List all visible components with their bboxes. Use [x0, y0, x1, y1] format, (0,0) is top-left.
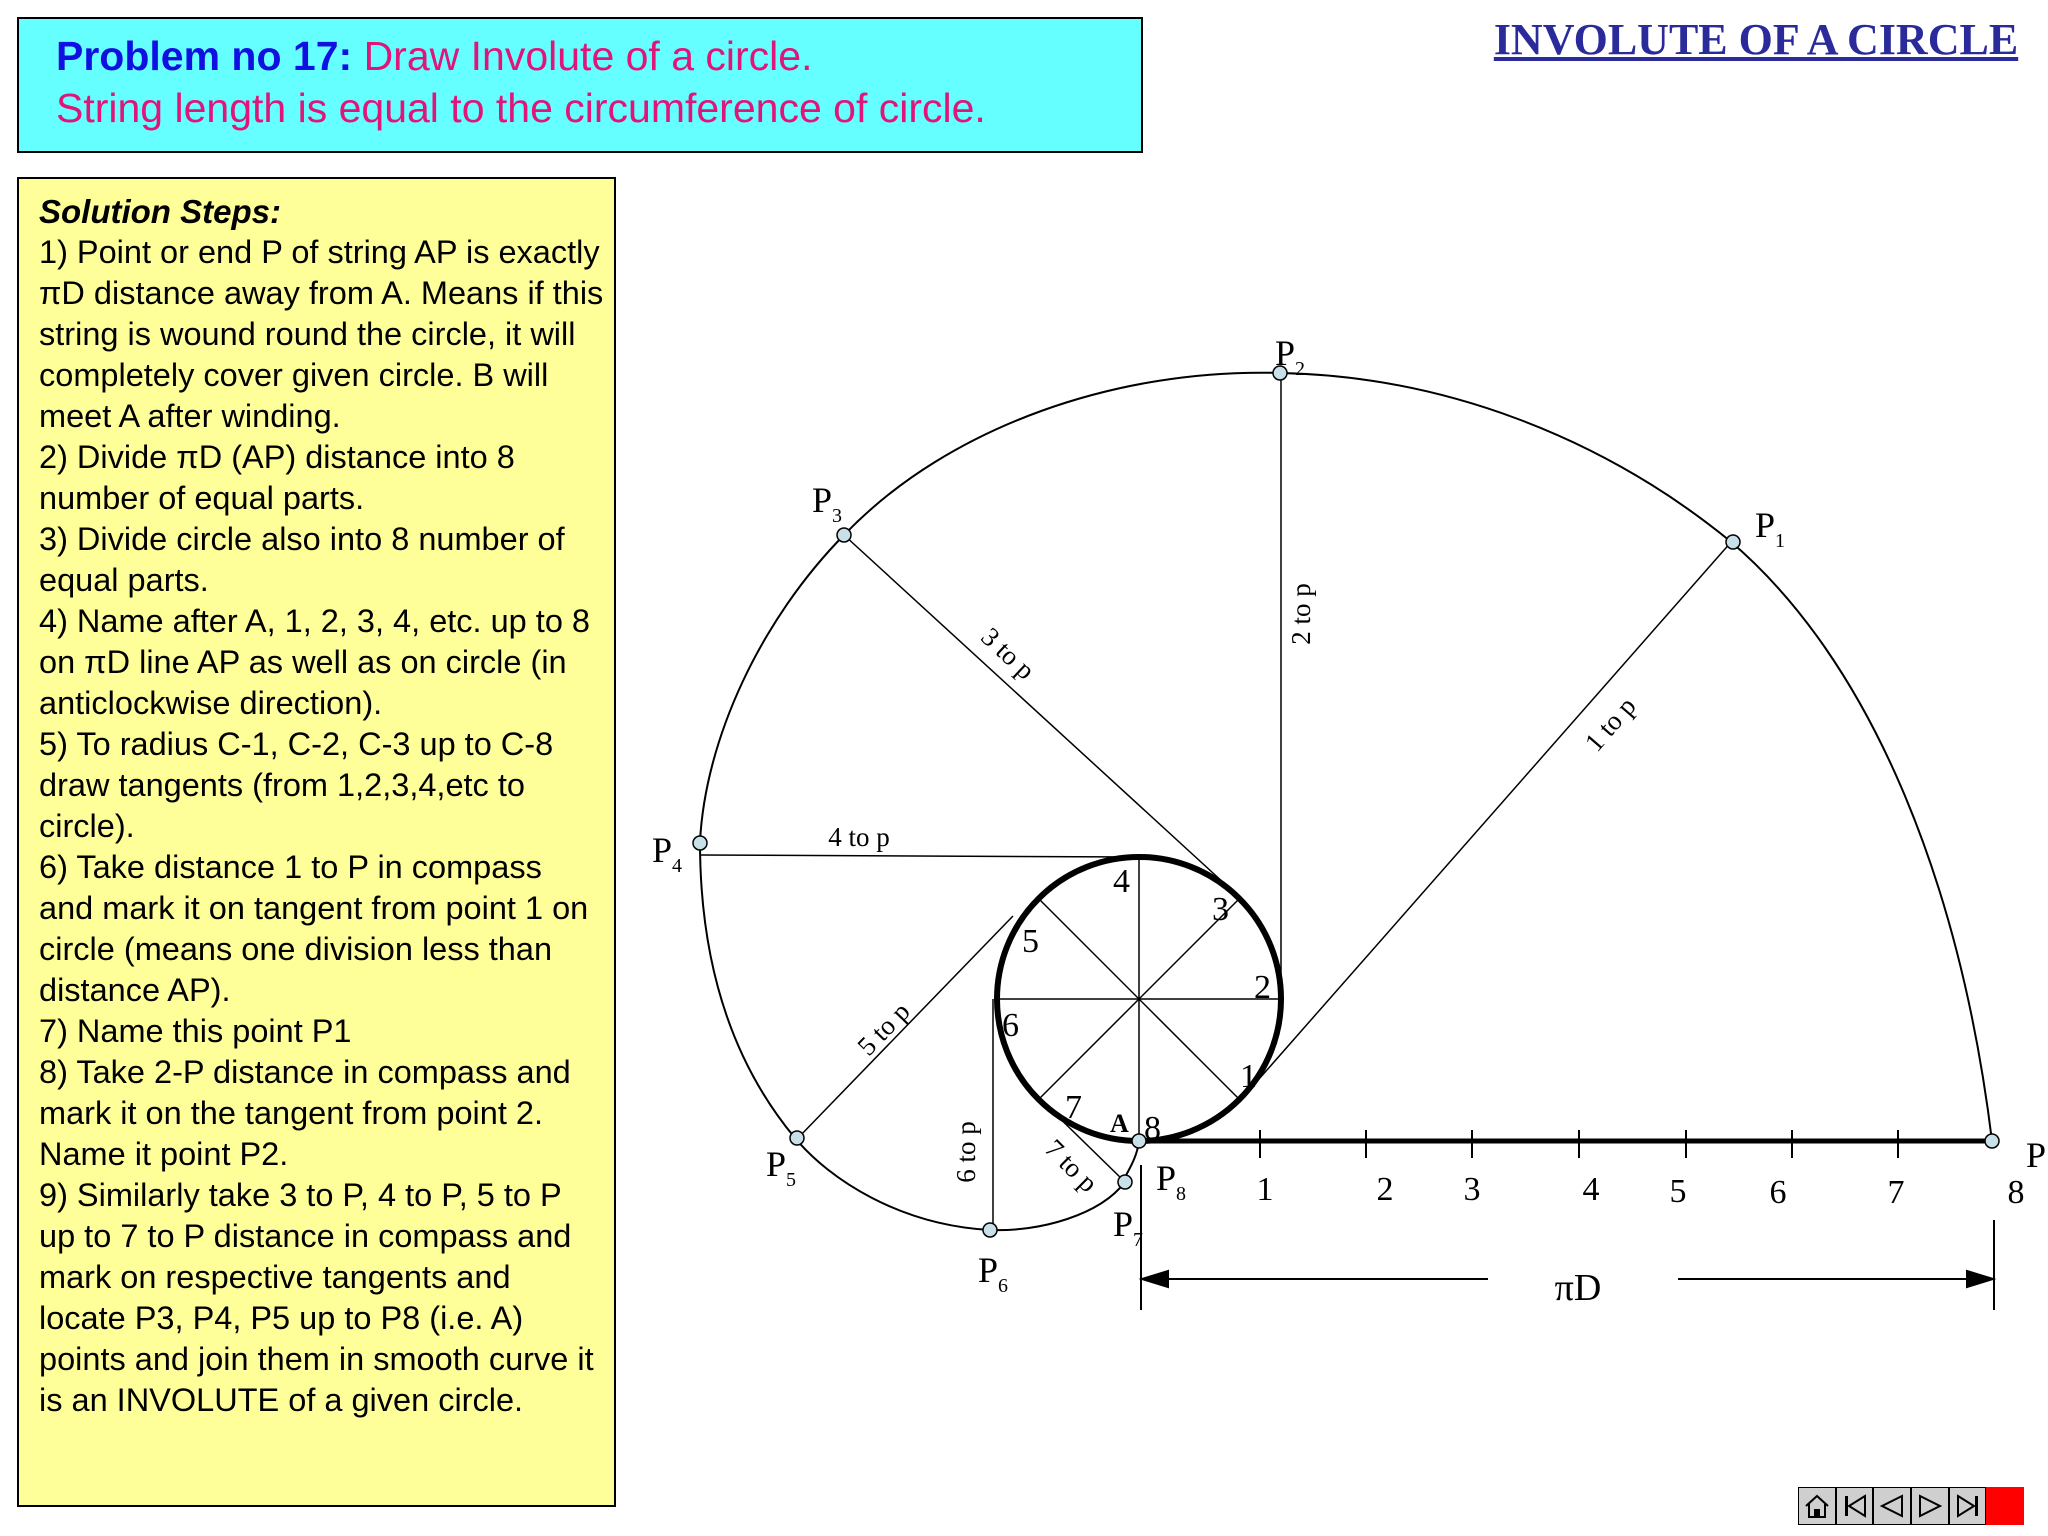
point-a-label: A — [1110, 1109, 1129, 1138]
next-page-icon[interactable] — [1911, 1487, 1949, 1525]
problem-text-1: Draw Involute of a circle. — [363, 33, 813, 79]
step-4: 4) Name after A, 1, 2, 3, 4, etc. up to 8 on πD line AP as well as on circle (in anticlockwise direction). — [39, 603, 590, 721]
label-p5: $P_5$ — [766, 1144, 797, 1191]
circle-label-7: 7 — [1065, 1089, 1082, 1126]
tangent-label-3: 3 to p — [975, 621, 1041, 686]
line-label-1: 1 — [1256, 1171, 1274, 1208]
step-7: 7) Name this point P1 — [39, 1013, 352, 1049]
step-6: 6) Take distance 1 to P in compass and mark it on tangent from point 1 on circle (means one division less than distance AP). — [39, 849, 589, 1008]
tangent-label-1: 1 to p — [1578, 691, 1642, 758]
label-p4: $P_4$ — [652, 830, 683, 877]
involute-point-markers — [693, 366, 1999, 1237]
circle-label-6: 6 — [1002, 1007, 1019, 1044]
home-icon[interactable] — [1798, 1487, 1836, 1525]
circle-label-4: 4 — [1113, 863, 1130, 900]
step-5: 5) To radius C-1, C-2, C-3 up to C-8 draw tangents (from 1,2,3,4,etc to circle). — [39, 726, 554, 844]
line-label-2: 2 — [1376, 1171, 1394, 1208]
line-label-6: 6 — [1769, 1174, 1787, 1211]
label-p7: $P_7$ — [1113, 1204, 1144, 1251]
steps-heading: Solution Steps: — [39, 193, 281, 230]
label-p8: $P_8$ — [1156, 1158, 1187, 1205]
line-label-8: 8 — [2007, 1174, 2025, 1211]
step-1: 1) Point or end P of string AP is exactly πD distance away from A. Means if this string is wound round the circle, it will completely cover given circle. B will meet A after winding. — [39, 234, 604, 434]
tangent-label-7: 7 to p — [1039, 1133, 1104, 1198]
tangent-label-6: 6 to p — [951, 1121, 981, 1183]
line-division-ticks — [1260, 1130, 1898, 1158]
label-p1: $P_1$ — [1755, 505, 1786, 552]
circle-divisions — [997, 857, 1281, 1141]
tangent-label-4: 4 to p — [828, 822, 890, 852]
tangent-label-5: 5 to p — [851, 996, 916, 1062]
step-3: 3) Divide circle also into 8 number of equal parts. — [39, 521, 565, 598]
problem-text-2: String length is equal to the circumference of circle. — [56, 85, 986, 131]
problem-label: Problem no 17: — [56, 33, 353, 79]
previous-page-icon[interactable] — [1873, 1487, 1911, 1525]
circle-label-2: 2 — [1254, 969, 1271, 1006]
page-title: INVOLUTE OF A CIRCLE — [1493, 15, 2019, 64]
line-label-4: 4 — [1582, 1171, 1600, 1208]
tangent-label-2: 2 to p — [1286, 583, 1316, 645]
line-label-5: 5 — [1669, 1173, 1687, 1210]
dimension-label: πD — [1554, 1267, 1602, 1309]
step-8: 8) Take 2-P distance in compass and mark it on the tangent from point 2. Name it point P2. — [39, 1054, 571, 1172]
label-p6: $P_6$ — [978, 1250, 1009, 1297]
first-page-icon[interactable] — [1836, 1487, 1874, 1525]
step-9: 9) Similarly take 3 to P, 4 to P, 5 to P up to 7 to P distance in compass and mark on respective tangents and locate P3, P4, P5 up to P8 (i.e. A) points and join them in smooth curve it is an INVOLUTE of a given circle. — [39, 1177, 594, 1418]
point-p-label: P — [2026, 1135, 2047, 1175]
circle-label-5: 5 — [1022, 923, 1039, 960]
slide-navigation — [1798, 1487, 2024, 1527]
line-label-7: 7 — [1887, 1174, 1905, 1211]
last-page-icon[interactable] — [1949, 1487, 1987, 1525]
stop-icon[interactable] — [1986, 1487, 2024, 1525]
step-2: 2) Divide πD (AP) distance into 8 number of equal parts. — [39, 439, 515, 516]
circle-label-3: 3 — [1212, 891, 1229, 928]
circle-label-8: 8 — [1144, 1110, 1161, 1147]
tangent-lines — [700, 372, 1732, 1230]
label-p3: $P_3$ — [812, 480, 843, 527]
circle-label-1: 1 — [1240, 1058, 1257, 1095]
involute-curve — [700, 373, 1992, 1230]
line-label-3: 3 — [1463, 1171, 1481, 1208]
label-p2: $P_2$ — [1275, 333, 1306, 380]
